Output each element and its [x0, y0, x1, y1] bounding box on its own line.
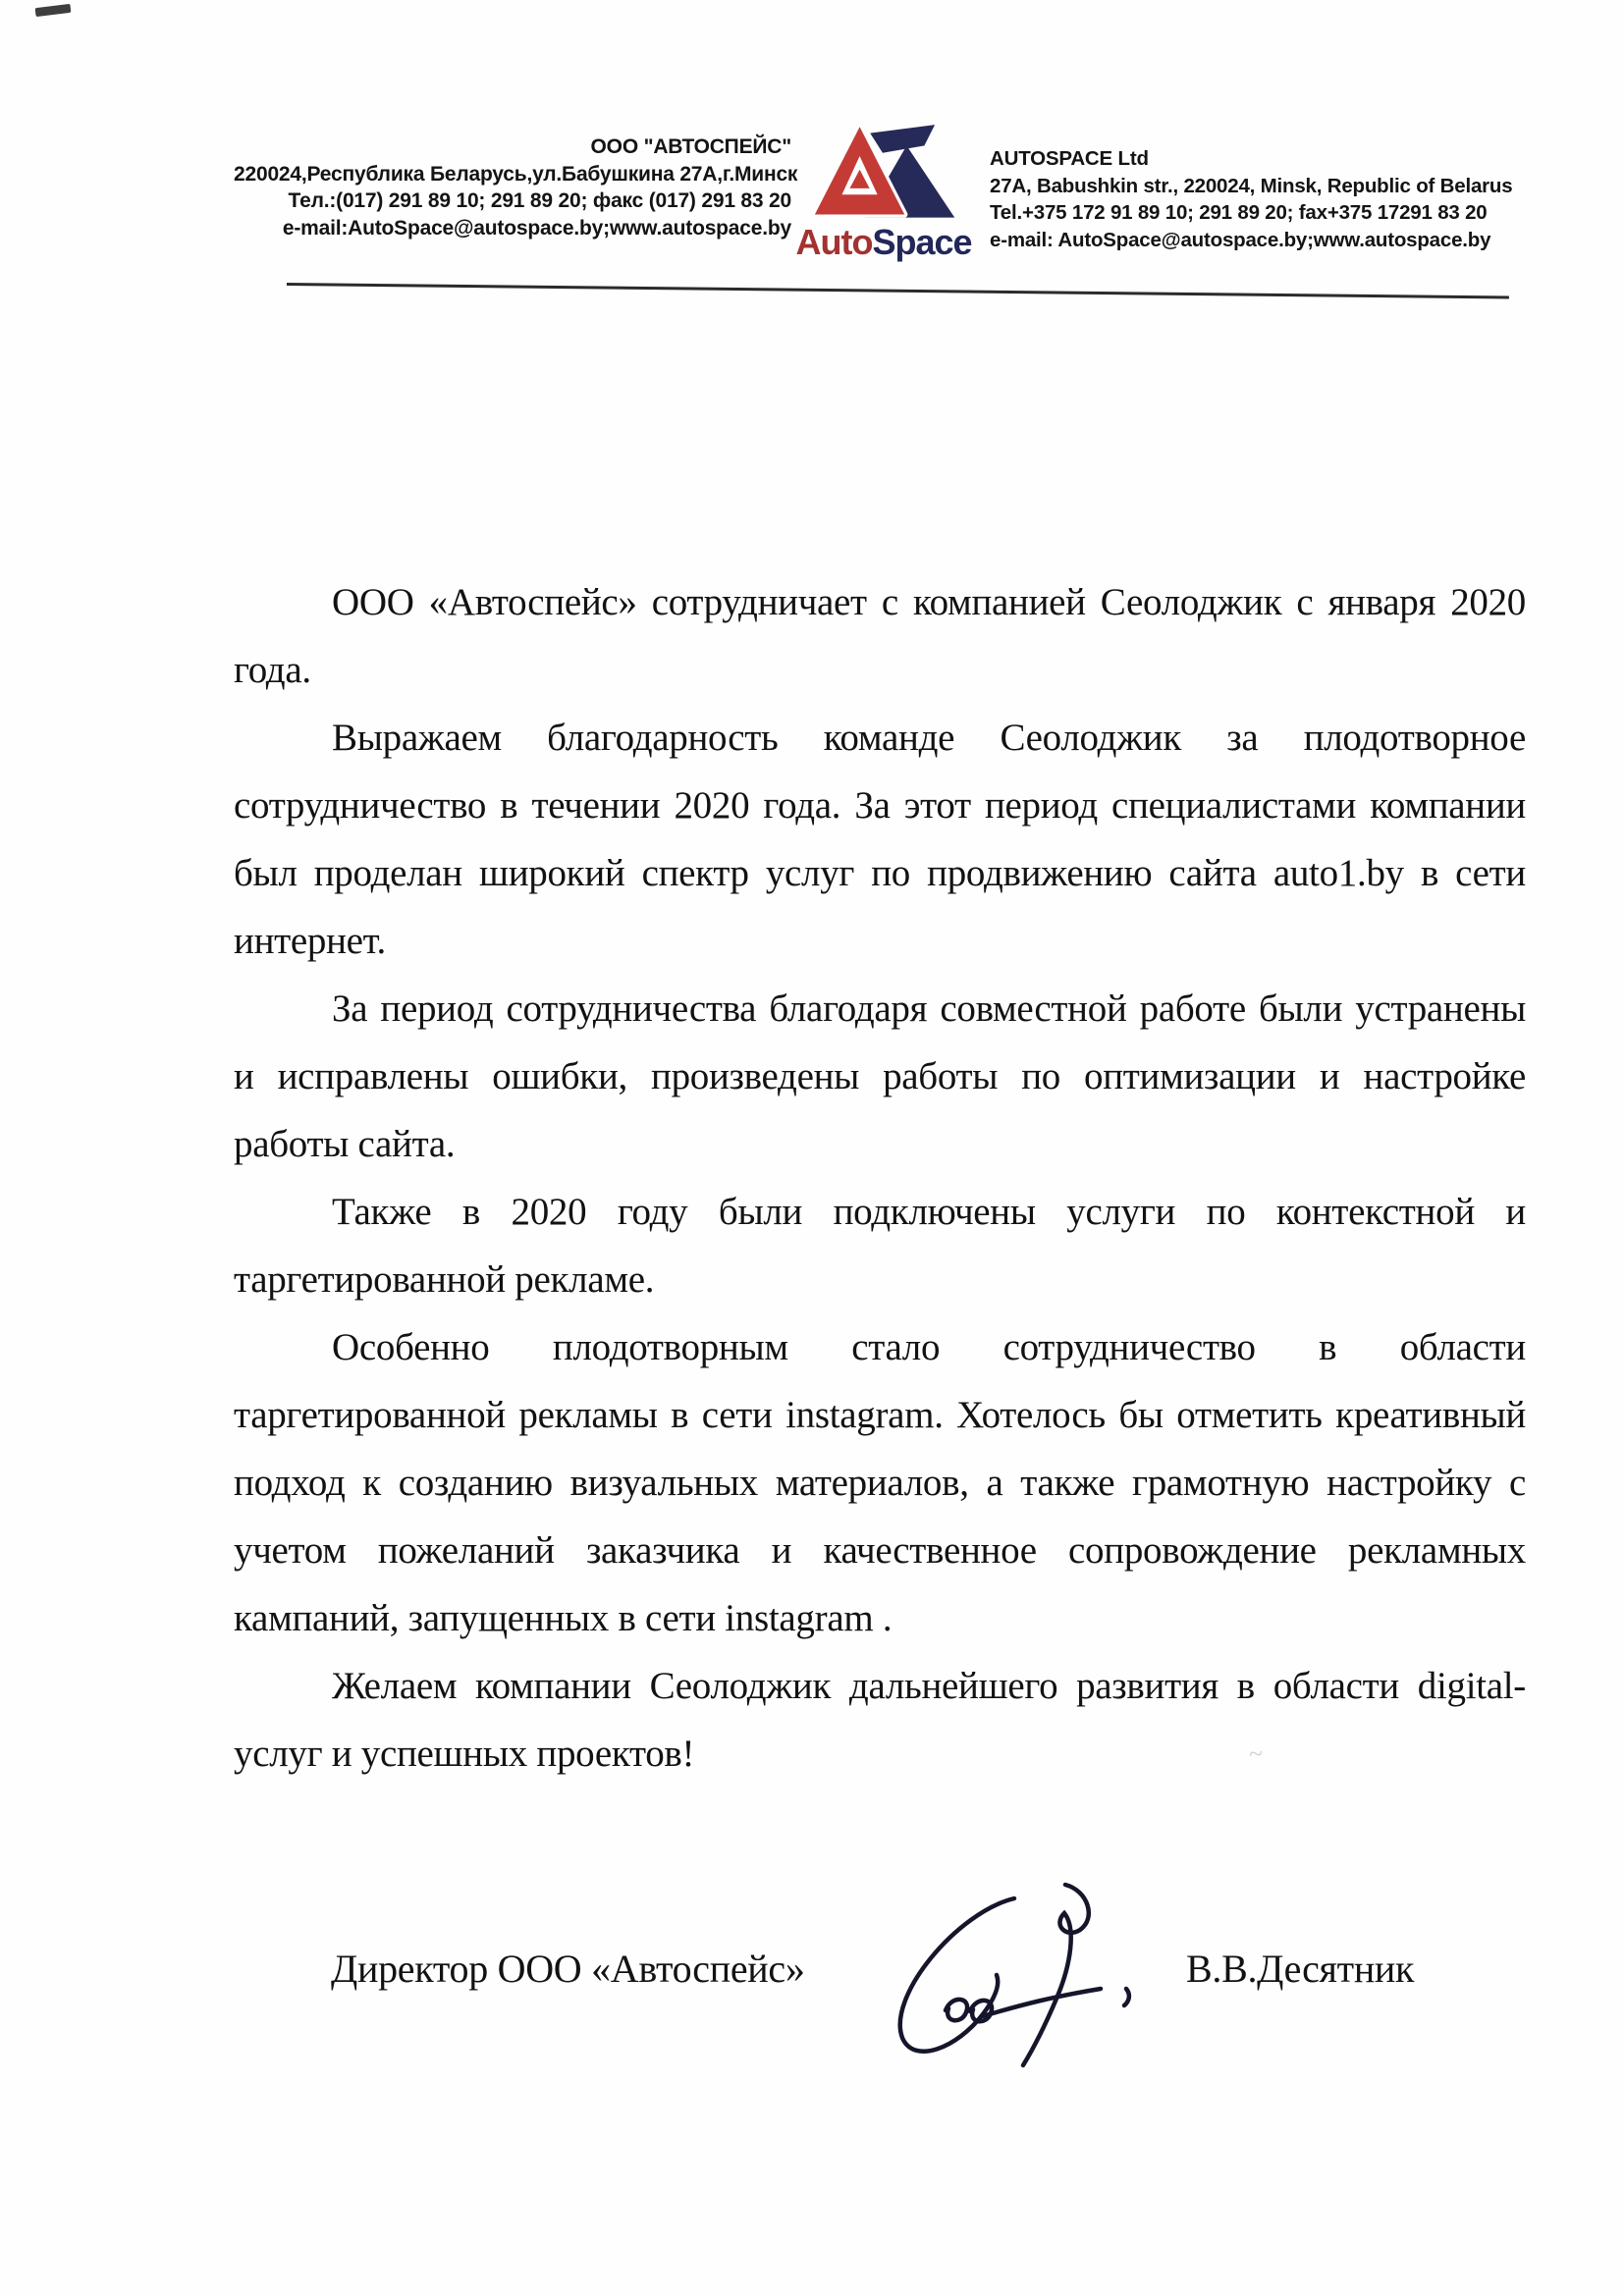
letter-body: [234, 568, 1526, 1788]
address-ru: 220024,Республика Беларусь,ул.Бабушкина 27А,г.Минск: [234, 162, 798, 186]
company-name-ru: ООО "АВТОСПЕЙС": [590, 135, 791, 158]
email-ru: e-mail:AutoSpace@autospace.by;www.autospace.by: [282, 216, 791, 240]
logo-wordmark: [781, 224, 987, 261]
paragraph-3: За период сотрудничества благодаря совместной работе были устранены и исправлены ошибки, произведены работы по оптимизации и настройке работы сайта.: [234, 988, 1526, 1165]
phone-en: Tel.+375 172 91 89 10; 291 89 20; fax+375 17291 83 20: [990, 201, 1488, 224]
director-name: В.В.Десятник: [1186, 1947, 1415, 1991]
paragraph-4: Также в 2020 году были подключены услуги по контекстной и таргетированной рекламе.: [234, 1191, 1526, 1301]
letterhead-left: [234, 133, 798, 241]
paragraph-2: Выражаем благодарность команде Сеолоджик за плодотворное сотрудничество в течении 2020 года. За этот период специалистами компании был проделан широкий спектр услуг по продвижению сайта auto1.by в сети интернет.: [234, 717, 1526, 962]
letterhead-right: [990, 145, 1618, 253]
email-en: e-mail: AutoSpace@autospace.by;www.autospace.by: [990, 228, 1491, 251]
director-title: Директор ООО «Автоспейс»: [331, 1947, 805, 1991]
logo-word-auto: Auto: [795, 222, 873, 262]
scan-artifact: [35, 4, 72, 17]
scan-smudge: ~: [1247, 1738, 1265, 1769]
paragraph-5: Особенно плодотворным стало сотрудничество в области таргетированной рекламы в сети instagram. Хотелось бы отметить креативный подход к созданию визуальных материалов, а также грамотную настройку с учетом пожеланий заказчика и качественное сопровождение рекламных кампаний, запущенных в сети instagram .: [234, 1326, 1526, 1639]
handwritten-signature: [800, 1871, 1193, 2077]
autospace-logo-icon: [805, 124, 962, 224]
paragraph-6: Желаем компании Сеолоджик дальнейшего развития в области digital-услуг и успешных проектов!: [234, 1665, 1526, 1775]
paragraph-1: ООО «Автоспейс» сотрудничает с компанией Сеолоджик с января 2020 года.: [234, 581, 1526, 691]
address-en: 27A, Babushkin str., 220024, Minsk, Republic of Belarus: [990, 174, 1513, 197]
letterhead-divider: [287, 283, 1509, 298]
company-logo: [781, 124, 987, 261]
company-name-en: AUTOSPACE Ltd: [990, 147, 1149, 170]
phone-ru: Тел.:(017) 291 89 10; 291 89 20; факс (017) 291 83 20: [288, 189, 791, 212]
logo-word-space: Space: [872, 222, 972, 262]
